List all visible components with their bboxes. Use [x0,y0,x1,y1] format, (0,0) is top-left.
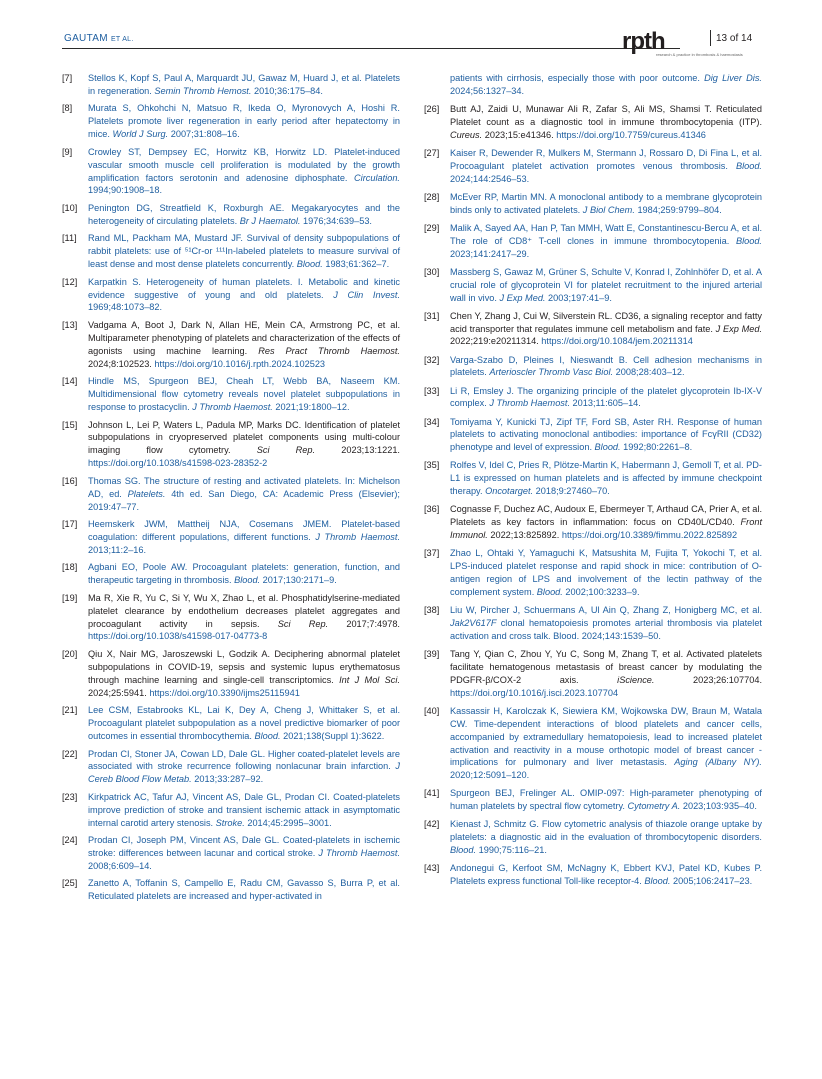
reference-number: [21] [62,705,78,716]
reference-text [450,787,762,813]
reference-number: [27] [424,147,440,158]
reference-item [424,354,762,380]
doi-link[interactable]: https://doi.org/10.3389/fimmu.2022.825892 [559,530,738,541]
reference-body: Butt AJ, Zaidi U, Munawar Ali R, Zafar S, Ali MS, Shamsi T. Reticulated Platelet count as a diagnostic tool in immune thrombocytopenia (ITP). [450,104,762,127]
reference-citation: 2023;141:2417–29. [450,248,530,259]
reference-item [62,319,400,371]
doi-link[interactable]: https://doi.org/10.3390/ijms25115941 [146,687,300,698]
reference-journal: Jak2V617F [450,617,497,628]
reference-citation: 1992;80:2261–8. [620,442,693,453]
reference-number: [20] [62,648,78,659]
reference-text [88,518,400,557]
reference-citation: 1984;259:9799–804. [634,204,722,215]
reference-item [424,862,762,888]
reference-number: [17] [62,519,78,530]
reference-citation: 2018;9:27460–70. [533,486,610,497]
reference-journal: World J Surg. [112,129,169,140]
reference-body: Kassassir H, Karolczak K, Siewiera KM, Wojkowska DW, Braun M, Watala CW. Time-dependent interactions of blood platelets and cancer cells, accompanied by extramedullary hematopoiesis, lead to increased platelet activation and reactivity in a mouse orthotopic model of breast cancer - implications for pulmonary and liver metastasis. [450,705,762,768]
reference-item [62,419,400,471]
reference-body: Kirkpatrick AC, Tafur AJ, Vincent AS, Dale GL, Prodan CI. Coated-platelets improve prediction of stroke and transient ischemic attack in asymptomatic internal carotid artery stenosis. [88,791,400,828]
reference-citation: 2023;103:935–40. [680,801,757,812]
reference-journal: Circulation. [354,172,400,183]
reference-citation: 2024;56:1327–34. [450,85,525,96]
reference-journal: Res Pract Thromb Haemost. [258,345,400,356]
reference-journal: J Exp Med. [715,323,762,334]
reference-journal: Semin Thromb Hemost. [154,85,252,96]
reference-citation: 2023;15:e41346. [482,129,554,140]
reference-item [62,834,400,873]
reference-item [62,592,400,644]
reference-citation: 2013;33:287–92. [191,774,264,785]
reference-journal: J Exp Med. [499,292,546,303]
reference-number: [35] [424,460,440,471]
reference-citation: 4th ed. San Diego, CA: Academic Press (Elsevier); 2019:47–77. [88,488,400,512]
reference-journal: Blood. [644,876,671,887]
reference-citation: 2014;45:2995–3001. [244,817,332,828]
reference-number: [33] [424,385,440,396]
reference-journal: J Cereb Blood Flow Metab. [88,761,400,785]
reference-item [424,222,762,261]
reference-number: [29] [424,222,440,233]
reference-text [88,232,400,271]
reference-number: [8] [62,103,73,114]
reference-citation: 2010;36:175–84. [251,85,323,96]
reference-text [88,202,400,228]
reference-body: Lee CSM, Estabrooks KL, Lai K, Dey A, Cheng J, Whittaker S, et al. Procoagulant platelet subpopulation as a novel predictive biomarker of poor outcomes in essential thrombocythemia. [88,705,400,741]
reference-item [424,818,762,857]
reference-journal: Blood. [536,586,563,597]
reference-citation: 2022;219:e20211314. [450,336,539,347]
reference-number: [12] [62,276,78,287]
reference-journal: Blood. [735,235,762,246]
reference-number: [28] [424,191,440,202]
reference-citation: 2013;11:605–14. [570,398,641,409]
reference-journal: J Thromb Haemost. [489,398,570,409]
reference-citation: 1969;48:1073–82. [88,302,163,313]
reference-number: [36] [424,504,440,515]
reference-number: [9] [62,146,73,157]
reference-body: Kienast J, Schmitz G. Flow cytometric analysis of thiazole orange uptake by platelets: a diagnostic aid in the evaluation of thrombocytopenic disorders. [450,819,762,843]
reference-number: [42] [424,819,440,830]
reference-journal: J Thromb Haemost. [192,402,273,412]
reference-number: [40] [424,705,440,716]
reference-journal: Blood. [450,845,477,856]
reference-text [450,354,762,380]
reference-citation: 1983;61:362–7. [322,259,390,270]
reference-body: McEver RP, Martin MN. A monoclonal antibody to a membrane glycoprotein binds only to activated platelets. [450,191,762,215]
reference-number: [30] [424,266,440,277]
reference-item [62,791,400,830]
reference-number: [26] [424,104,440,114]
reference-body: Ma R, Xie R, Yu C, Si Y, Wu X, Zhao L, et al. Phosphatidylserine-mediated platelet clearance by endothelium decreases platelet aggregates and procoagulant activity in sepsis. [88,592,400,629]
reference-number: [16] [62,475,78,486]
reference-body: Spurgeon BEJ, Frelinger AL. OMIP-097: High-parameter phenotyping of human platelets by spectral flow cytometry. [450,788,762,812]
reference-citation: 1990;75:116–21. [476,845,547,856]
reference-body: patients with cirrhosis, especially those with poor outcome. [450,73,705,83]
reference-text [450,705,762,782]
reference-body: Chen Y, Zhang J, Cui W, Silverstein RL. CD36, a signaling receptor and fatty acid transporter that regulates immune cell metabolism and fate. [450,310,762,334]
reference-text [88,475,400,514]
reference-body: Agbani EO, Poole AW. Procoagulant platelets: generation, function, and therapeutic targeting in thrombosis. [88,562,400,586]
reference-journal: Int J Mol Sci. [339,674,400,685]
reference-text [450,604,762,643]
reference-number: [31] [424,310,440,321]
reference-citation: 2021;19:1800–12. [272,402,350,412]
reference-item [424,416,762,455]
author-suffix: ET AL. [110,36,134,43]
reference-item [424,705,762,782]
reference-text [450,266,762,305]
reference-citation: 2023;13:1221. [315,445,400,456]
doi-link[interactable]: https://doi.org/10.1016/j.rpth.2024.102523 [151,358,326,369]
reference-number: [13] [62,319,78,330]
reference-text [88,834,400,873]
reference-citation: 2008;6:609–14. [88,860,152,871]
reference-body: Tomiyama Y, Kunicki TJ, Zipf TF, Ford SB, Aster RH. Response of human platelets to activating monoclonal antibodies: importance of FcγRII (CD32) phenotype and level of expression. [450,416,762,453]
reference-body: Kaiser R, Dewender R, Mulkers M, Stermann J, Rossaro D, Di Fina L, et al. Procoagulant platelet activation promotes venous thrombosis. [450,147,762,171]
reference-body: Heemskerk JWM, Mattheij NJA, Cosemans JMEM. Platelet-based coagulation: different populations, different functions. [88,519,400,542]
author-name: GAUTAM [64,33,108,44]
reference-journal: Stroke. [215,817,245,828]
reference-citation: 2024;8:102523. [88,358,152,369]
reference-item [62,561,400,587]
reference-body: Stellos K, Kopf S, Paul A, Marquardt JU, Gawaz M, Huard J, et al. Platelets in regeneration. [88,73,400,96]
reference-text [450,416,762,455]
doi-link[interactable]: https://doi.org/10.1038/s41598-017-04773-8 [88,631,268,642]
reference-item [424,648,762,700]
reference-body: Qiu X, Nair MG, Jaroszewski L, Godzik A. Deciphering abnormal platelet subpopulations in COVID-19, sepsis and systemic lupus erythematosus through machine learning and single-cell transcriptomics. [88,648,400,685]
reference-citation: 2022;13:825892. [487,530,560,541]
reference-item [424,503,762,542]
reference-text [88,102,400,141]
reference-citation: 2024;25:5941. [88,687,147,698]
reference-item [62,475,400,514]
reference-number: [41] [424,788,440,799]
reference-number: [39] [424,648,440,659]
reference-item [62,375,400,414]
reference-item [424,604,762,643]
header-rule [62,48,680,49]
doi-link[interactable]: https://doi.org/10.7759/cureus.41346 [553,129,706,140]
reference-body: Rand ML, Packham MA, Mustard JF. Survival of density subpopulations of rabbit platelets: use of ⁵¹Cr-or ¹¹¹In-labeled platelets to measure survival of least dense and most dense platelets concurrently. [88,233,400,270]
reference-body: Zanetto A, Toffanin S, Campello E, Radu CM, Gavasso S, Burra P, et al. Reticulated platelets are increased and hyper-activated in [88,878,400,902]
reference-journal: Blood. [254,731,281,741]
reference-body: Vadgama A, Boot J, Dark N, Allan HE, Mein CA, Armstrong PC, et al. Multiparameter phenotyping of platelets and characterization of the effects of agonists using machine learning. [88,319,400,356]
reference-text[interactable] [450,503,762,542]
reference-text [88,791,400,830]
reference-citation: 2002;100:3233–9. [562,586,640,597]
reference-journal: Dig Liver Dis. [704,73,762,83]
reference-text[interactable] [88,319,400,371]
reference-body: Crowley ST, Dempsey EC, Horwitz KB, Horwitz LD. Platelet-induced vascular smooth muscle cell proliferation is modulated by the growth amplification factors serotonin and adenosine diphosphate. [88,146,400,183]
reference-body: Li R, Emsley J. The organizing principle of the platelet glycoprotein Ib-IX-V complex. [450,385,762,409]
reference-text [88,704,400,743]
reference-text[interactable] [88,419,400,471]
reference-journal: Br J Haematol. [239,215,301,226]
reference-body: Karpatkin S. Heterogeneity of human platelets. I. Metabolic and kinetic evidence suggestive of young and old platelets. [88,276,400,300]
reference-item [62,146,400,198]
reference-body: Massberg S, Gawaz M, Grüner S, Schulte V, Konrad I, Zohlnhöfer D, et al. A crucial role of glycoprotein VI for platelet recruitment to the injured arterial wall in vivo. [450,266,762,303]
reference-journal: Blood. [735,160,762,171]
reference-item [424,266,762,305]
reference-text[interactable] [450,648,762,700]
references-left-column [62,72,400,903]
reference-item [424,459,762,498]
reference-body: Murata S, Ohkohchi N, Matsuo R, Ikeda O, Myronovych A, Hoshi R. Platelets promote liver regeneration in early period after hepatectomy in mice. [88,103,400,140]
reference-body: Prodan CI, Stoner JA, Cowan LD, Dale GL. Higher coated-platelet levels are associated with stroke recurrence following nonlacunar brain infarction. [88,748,400,772]
reference-number: [18] [62,562,78,573]
reference-item [62,202,400,228]
reference-body: Cognasse F, Duchez AC, Audoux E, Ebermeyer T, Arthaud CA, Prier A, et al. Platelets as key factors in inflammation: focus on CD40L/CD40. [450,504,762,528]
reference-item [62,704,400,743]
reference-text [450,818,762,857]
reference-journal: Sci Rep. [256,445,316,456]
reference-number: [22] [62,748,78,759]
reference-journal: Arterioscler Thromb Vasc Biol. [489,367,614,378]
reference-text [450,459,762,498]
reference-number: [37] [424,548,440,559]
reference-citation: 2020;12:5091–120. [450,770,530,781]
reference-item [424,547,762,599]
reference-journal: J Clin Invest. [333,289,400,300]
reference-citation: 2013;11:2–16. [88,544,147,555]
reference-journal: Platelets. [127,488,166,499]
reference-number: [43] [424,863,440,874]
reference-citation: 1976;34:639–53. [300,215,372,226]
reference-journal: J Thromb Haemost. [315,531,401,542]
reference-item [62,276,400,315]
doi-link[interactable]: https://doi.org/10.1016/j.isci.2023.107704 [450,687,619,698]
reference-item [424,103,762,142]
reference-number [424,72,450,98]
reference-citation: 2005;106:2417–23. [670,876,753,887]
reference-item [62,72,400,98]
reference-text[interactable] [88,592,400,644]
reference-item [62,232,400,271]
reference-journal: Front Immunol. [450,517,762,541]
reference-text [450,147,762,186]
reference-item [424,310,762,349]
reference-text [88,561,400,587]
doi-link[interactable]: https://doi.org/10.1038/s41598-023-28352-2 [88,458,268,469]
reference-number: [24] [62,835,78,846]
reference-text [450,385,762,411]
reference-text [88,375,400,414]
reference-body: Liu W, Pircher J, Schuermans A, Ul Ain Q, Zhang Z, Honigberg MC, et al. [450,605,762,616]
reference-journal: Aging (Albany NY). [674,757,762,768]
reference-item [62,877,400,903]
reference-item [424,191,762,217]
reference-body: Prodan CI, Joseph PM, Vincent AS, Dale GL. Coated-platelets in ischemic stroke: differences between lacunar and cortical stroke. [88,835,400,859]
reference-text [450,862,762,888]
reference-citation: 2023;26:107704. [654,674,762,685]
reference-text [88,146,400,198]
page-number: 13 of 14 [716,33,753,44]
reference-item [424,72,762,98]
logo-tagline: research & practice in thrombosis & haemostasis [656,52,743,57]
reference-body: Thomas SG. The structure of resting and activated platelets. In: Michelson AD, ed. [88,475,400,499]
reference-citation: clonal hematopoiesis promotes arterial thrombosis via platelet activation and cross talk. Blood. 2024;143:1539–50. [450,617,762,641]
reference-text [450,222,762,261]
reference-citation: 2017;7:4978. [328,618,400,629]
reference-item [62,102,400,141]
reference-text [88,748,400,787]
reference-text [88,877,400,903]
header-divider [710,30,711,46]
reference-citation: 2008;28:403–12. [613,367,685,378]
reference-item [62,648,400,700]
logo-text: rpth [622,28,665,55]
reference-number: [7] [62,73,73,83]
reference-body: Andonegui G, Kerfoot SM, McNagny K, Ebbert KVJ, Patel KD, Kubes P. Platelets express functional Toll-like receptor-4. [450,863,762,887]
reference-body: Malik A, Sayed AA, Han P, Tan MMH, Watt E, Constantinescu-Bercu A, et al. The role of CD8⁺ T-cell clones in immune thrombocytopenia. [450,222,762,246]
reference-number: [25] [62,878,78,889]
reference-journal: Sci Rep. [277,618,329,629]
reference-journal: J Biol Chem. [582,204,635,215]
reference-journal: Blood. [234,575,261,586]
reference-citation: 2024;144:2546–53. [450,173,530,184]
reference-text[interactable] [88,648,400,700]
reference-citation: 2017;130:2171–9. [260,575,337,586]
reference-body: Rolfes V, Idel C, Pries R, Plötze-Martin K, Habermann J, Gemoll T, et al. PD-L1 is expressed on human platelets and is affected by immune checkpoint therapy. [450,460,762,497]
reference-number: [23] [62,791,78,802]
reference-number: [15] [62,419,78,430]
reference-item [424,787,762,813]
reference-text[interactable] [450,310,762,349]
reference-text[interactable] [450,103,762,142]
reference-number: [14] [62,376,78,387]
reference-text [88,72,400,98]
reference-body: Varga-Szabo D, Pleines I, Nieswandt B. Cell adhesion mechanisms in platelets. [450,354,762,378]
reference-body: Tang Y, Qian C, Zhou Y, Yu C, Song M, Zhang T, et al. Activated platelets facilitate hematogenous metastasis of breast cancer by modulating the PDGFR-β/COX-2 axis. [450,648,762,685]
reference-item [62,518,400,557]
running-head-author [64,33,134,44]
reference-number: [19] [62,592,78,603]
reference-number: [10] [62,202,78,213]
reference-journal: J Thromb Haemost. [318,848,401,859]
reference-item [62,748,400,787]
reference-text [450,547,762,599]
reference-number: [11] [62,233,77,244]
reference-journal: iScience. [617,674,655,685]
reference-text [88,276,400,315]
reference-item [424,147,762,186]
reference-citation: 2003;197:41–9. [545,292,612,303]
reference-citation: 2021;138(Suppl 1):3622. [280,731,385,741]
reference-body: Zhao L, Ohtaki Y, Yamaguchi K, Matsushita M, Fujita T, Yokochi T, et al. LPS-induced platelet response and rapid shock in mice: contribution of O-antigen region of LPS and involvement of the lectin pathway of the complement system. [450,548,762,597]
reference-body: Johnson L, Lei P, Waters L, Padula MP, Marks DC. Identification of platelet subpopulations in cryopreserved platelet components using multi-colour imaging flow cytometry. [88,419,400,456]
reference-journal: Oncotarget. [485,486,534,497]
reference-body: Penington DG, Streatfield K, Roxburgh AE. Megakaryocytes and the heterogeneity of circulating platelets. [88,202,400,226]
reference-journal: Blood. [594,442,621,453]
reference-body: Hindle MS, Spurgeon BEJ, Cheah LT, Webb BA, Naseem KM. Multidimensional flow cytometry reveals novel platelet subpopulations in response to prostacyclin. [88,376,400,412]
reference-text [450,72,762,98]
reference-number: [32] [424,354,440,365]
reference-journal: Blood. [296,259,323,270]
reference-journal: Cytometry A. [627,801,681,812]
reference-text [450,191,762,217]
reference-item [424,385,762,411]
reference-number: [38] [424,605,440,616]
reference-citation: 1994;90:1908–18. [88,185,163,196]
doi-link[interactable]: https://doi.org/10.1084/jem.20211314 [538,336,693,347]
reference-number: [34] [424,416,440,427]
reference-citation: 2007;31:808–16. [168,129,240,140]
reference-journal: Cureus. [450,129,483,140]
references-right-column [424,72,762,888]
